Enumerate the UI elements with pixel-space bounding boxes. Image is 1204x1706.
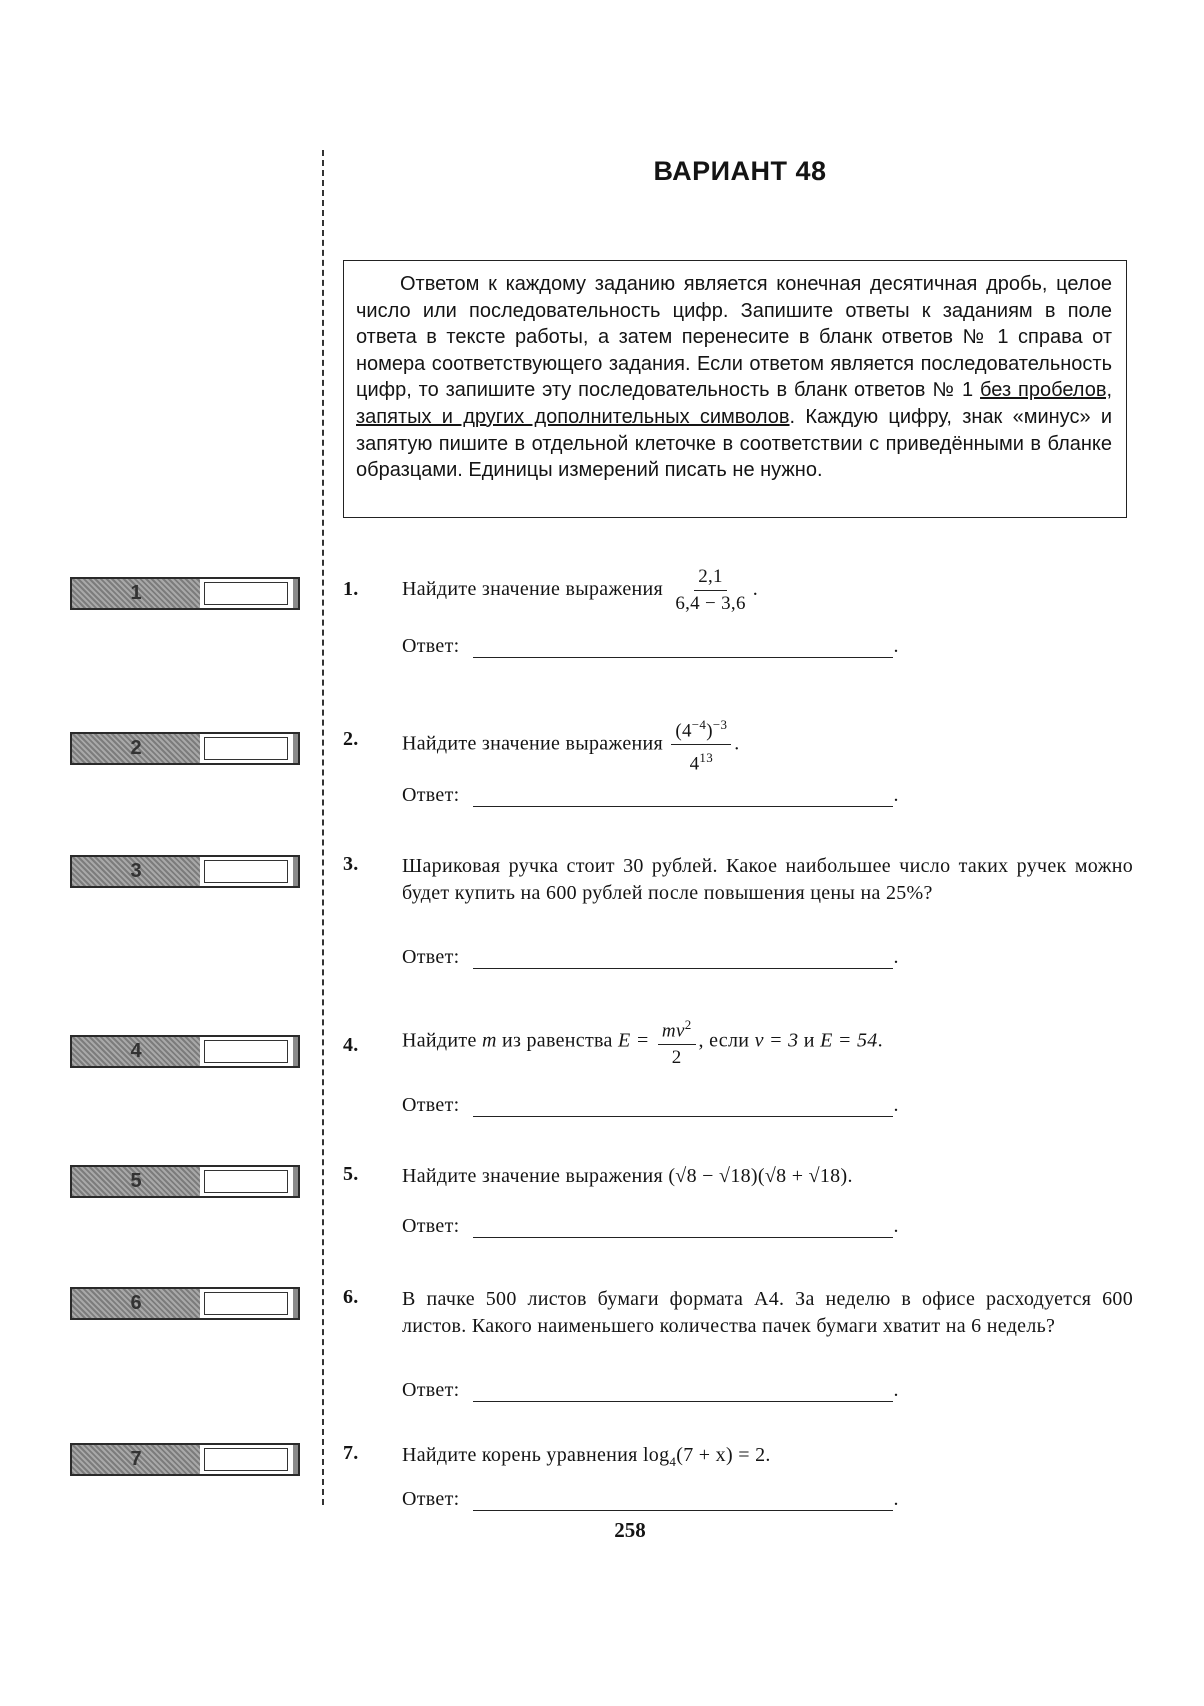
answer-label: Ответ: xyxy=(402,1094,460,1116)
cut-line xyxy=(322,150,324,1505)
answer-box-7[interactable] xyxy=(70,1443,300,1476)
answer-cell[interactable] xyxy=(204,1170,288,1193)
task-text: Найдите корень уравнения $\log_4(7 + x) = 2$. xyxy=(402,1444,771,1469)
answer-box-code: 4 xyxy=(72,1037,200,1066)
answer-box-code: 5 xyxy=(72,1167,200,1196)
task-number: 5. xyxy=(343,1163,359,1185)
answer-line[interactable] xyxy=(473,1381,893,1402)
answer-cell[interactable] xyxy=(204,1292,288,1315)
answer-label: Ответ: xyxy=(402,946,460,968)
answer-line[interactable] xyxy=(473,786,893,807)
answer-line-row: Ответ: . xyxy=(402,635,899,657)
fraction: $\frac{(4^{-4})^{-3}}{4^{13}}$ xyxy=(671,714,731,776)
answer-cell[interactable] xyxy=(204,1448,288,1471)
answer-box-1[interactable] xyxy=(70,577,300,610)
task-number: 1. xyxy=(343,578,359,600)
answer-box-code: 2 xyxy=(72,734,200,763)
task-text: Найдите m из равенства E = $\frac{mv^2}{2}$ , если v = 3 и E = 54. xyxy=(402,1014,1133,1069)
answer-line-row: Ответ: . xyxy=(402,784,899,806)
answer-label: Ответ: xyxy=(402,1215,460,1237)
task-text: Шариковая ручка стоит 30 рублей. Какое наибольшее число таких ручек можно будет купить на 600 рублей после повышения цены на 25%? xyxy=(402,855,1133,904)
expression: (√8 − √18)(√8 + √18) xyxy=(668,1165,848,1187)
instructions-box xyxy=(343,260,1127,518)
answer-line-row: Ответ: . xyxy=(402,1488,899,1510)
answer-line[interactable] xyxy=(473,1217,893,1238)
page-number: 258 xyxy=(614,1518,646,1542)
answer-line[interactable] xyxy=(473,948,893,969)
answer-box-2[interactable] xyxy=(70,732,300,765)
answer-box-code: 7 xyxy=(72,1445,200,1474)
fraction: $\frac{mv^2}{2}$ xyxy=(658,1014,696,1069)
instructions-text: Ответом к каждому заданию является конечная десятичная дробь, целое число или последовательность цифр. Запишите ответы к заданиям в поле ответа в тексте работы, а затем перенесите в бланк ответов № 1 справа от номера соответствующего задания. Если ответом является последовательность цифр, то запишите эту последовательность в бланк ответов № 1 xyxy=(356,273,1112,402)
answer-cell[interactable] xyxy=(204,1040,288,1063)
answer-line-row: Ответ: . xyxy=(402,946,899,968)
page-title: ВАРИАНТ 48 xyxy=(653,156,827,186)
task-number: 7. xyxy=(343,1442,359,1464)
instructions-underlined: без пробелов, запятых и других дополнительных символов xyxy=(356,379,1112,428)
task-number: 2. xyxy=(343,728,359,750)
answer-line[interactable] xyxy=(473,1490,893,1511)
answer-cell[interactable] xyxy=(204,737,288,760)
task-text: Найдите значение выражения $\frac{(4^{-4})^{-3}}{4^{13}}$ . xyxy=(402,714,1133,776)
answer-box-4[interactable] xyxy=(70,1035,300,1068)
answer-line[interactable] xyxy=(473,637,893,658)
answer-cell[interactable] xyxy=(204,582,288,605)
fraction: $\frac{2,1}{6,4 - 3,6}$ xyxy=(675,566,746,614)
answer-label: Ответ: xyxy=(402,1488,460,1510)
answer-box-5[interactable] xyxy=(70,1165,300,1198)
answer-label: Ответ: xyxy=(402,635,460,657)
answer-line-row: Ответ: . xyxy=(402,1094,899,1116)
answer-label: Ответ: xyxy=(402,1379,460,1401)
answer-box-code: 1 xyxy=(72,579,200,608)
task-number: 6. xyxy=(343,1286,359,1308)
task-text: Найдите значение выражения $\frac{2,1}{6,4 - 3,6}$ . xyxy=(402,566,759,614)
instructions-text-end: . Каждую цифру, знак «минус» и запятую пишите в отдельной клеточке в соответствии с приведёнными в бланке образцами. Единицы измерений писать не нужно. xyxy=(356,405,1113,482)
answer-box-code: 3 xyxy=(72,857,200,886)
answer-label: Ответ: xyxy=(402,784,460,806)
task-number: 4. xyxy=(343,1034,359,1056)
task-text: В пачке 500 листов бумаги формата А4. За неделю в офисе расходуется 600 листов. Какого наименьшего количества пачек бумаги хватит на 6 недель? xyxy=(402,1288,1133,1337)
answer-line-row: Ответ: . xyxy=(402,1379,899,1401)
task-number: 3. xyxy=(343,853,359,875)
answer-box-code: 6 xyxy=(72,1289,200,1318)
answer-box-6[interactable] xyxy=(70,1287,300,1320)
answer-box-3[interactable] xyxy=(70,855,300,888)
task-text: Найдите значение выражения (√8 − √18)(√8 + √18). xyxy=(402,1165,853,1187)
answer-line[interactable] xyxy=(473,1096,893,1117)
answer-line-row: Ответ: . xyxy=(402,1215,899,1237)
answer-cell[interactable] xyxy=(204,860,288,883)
